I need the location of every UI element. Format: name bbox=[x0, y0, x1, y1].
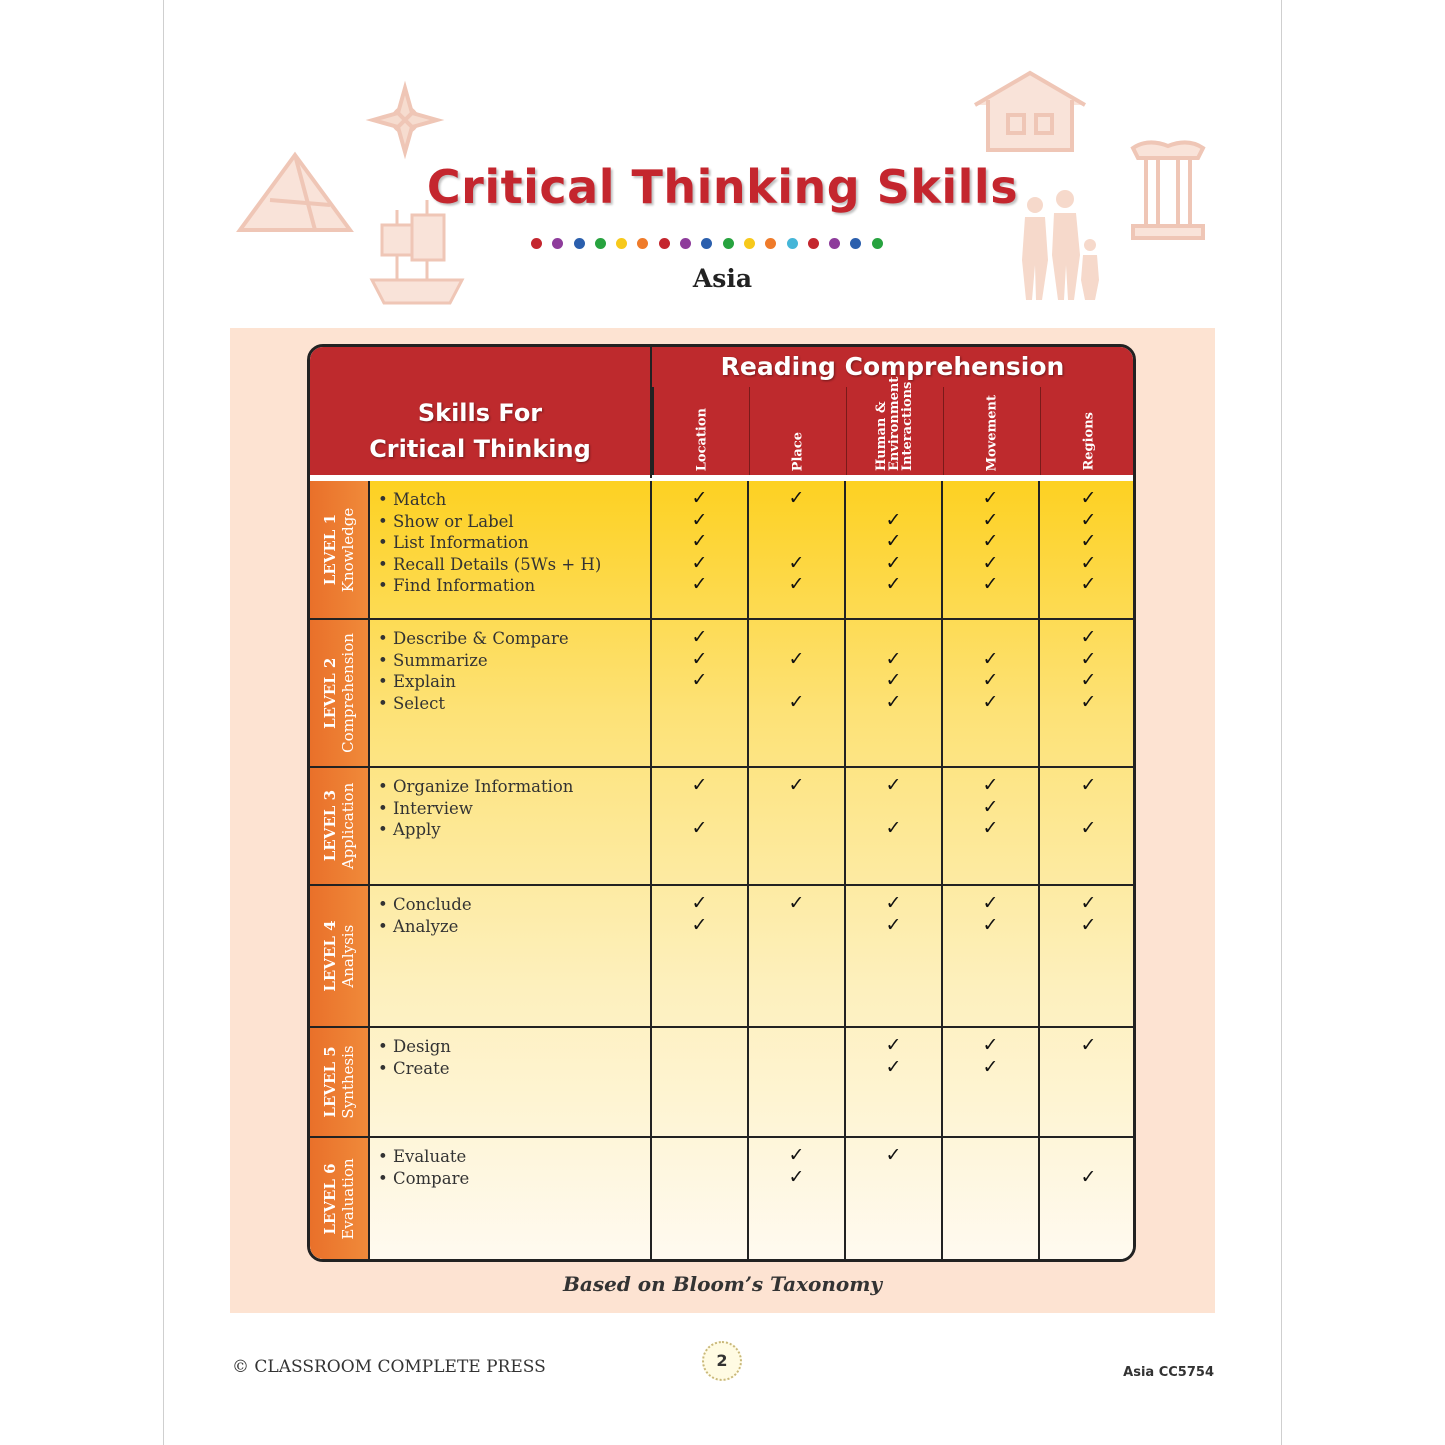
checkmark-icon: ✓ bbox=[1080, 1165, 1097, 1188]
check-cell-human bbox=[846, 768, 943, 884]
empty-slot bbox=[1040, 797, 1136, 819]
level-name: Knowledge bbox=[339, 507, 357, 592]
check-cell-movement bbox=[943, 620, 1040, 766]
color-dot bbox=[829, 238, 840, 249]
level-label bbox=[310, 481, 370, 618]
skills-list bbox=[370, 1138, 652, 1259]
empty-slot bbox=[749, 915, 844, 937]
decorative-dot-row bbox=[531, 238, 883, 249]
checkmark-icon: ✓ bbox=[982, 817, 999, 839]
checkmark-icon: ✓ bbox=[691, 892, 708, 914]
checkmark-icon: ✓ bbox=[691, 508, 708, 531]
level-label bbox=[310, 1138, 370, 1259]
checkmark-icon: ✓ bbox=[788, 551, 805, 574]
checkmark-icon: ✓ bbox=[885, 817, 902, 839]
empty-slot bbox=[1040, 1145, 1136, 1167]
level-name: Application bbox=[339, 782, 357, 870]
level-name: Evaluation bbox=[339, 1157, 357, 1240]
checkmark-icon: ✓ bbox=[885, 690, 902, 713]
empty-slot bbox=[846, 627, 941, 649]
skill-item: • Compare bbox=[378, 1168, 470, 1188]
empty-slot bbox=[652, 692, 747, 714]
table-body bbox=[310, 481, 1133, 1259]
empty-slot bbox=[652, 1145, 747, 1167]
level-name: Synthesis bbox=[339, 1045, 357, 1119]
empty-slot bbox=[749, 1035, 844, 1057]
check-cell-place bbox=[749, 768, 846, 884]
skills-header-line-1: Skills For bbox=[417, 398, 543, 427]
checkmark-icon: ✓ bbox=[982, 795, 999, 818]
skill-item: • Conclude bbox=[378, 895, 472, 914]
table-row-level-5 bbox=[310, 1028, 1133, 1138]
checkmark-icon: ✓ bbox=[982, 913, 999, 936]
checkmark-icon: ✓ bbox=[691, 551, 708, 574]
table-row-level-3 bbox=[310, 768, 1133, 886]
checkmark-icon: ✓ bbox=[982, 551, 999, 574]
empty-slot bbox=[749, 510, 844, 532]
color-dot bbox=[616, 238, 627, 249]
empty-slot bbox=[749, 1057, 844, 1079]
color-dot bbox=[872, 238, 883, 249]
check-cell-place bbox=[749, 1028, 846, 1136]
checkmark-icon: ✓ bbox=[885, 573, 902, 595]
skills-list bbox=[370, 481, 652, 618]
checkmark-icon: ✓ bbox=[788, 1165, 805, 1188]
check-cell-human bbox=[846, 620, 943, 766]
page-subtitle: Asia bbox=[692, 264, 753, 293]
skill-item: • Select bbox=[378, 693, 445, 713]
check-cell-regions bbox=[1040, 886, 1136, 1026]
column-header-place bbox=[749, 387, 846, 475]
check-cell-regions bbox=[1040, 1028, 1136, 1136]
empty-slot bbox=[846, 797, 941, 819]
empty-slot bbox=[652, 1167, 747, 1189]
checkmark-icon: ✓ bbox=[788, 647, 805, 670]
column-header-movement bbox=[943, 387, 1040, 475]
checkmark-icon: ✓ bbox=[691, 626, 708, 648]
checkmark-icon: ✓ bbox=[1080, 647, 1097, 670]
check-cell-movement bbox=[943, 1138, 1040, 1259]
table-row-level-6 bbox=[310, 1138, 1133, 1259]
checkmark-icon: ✓ bbox=[691, 669, 708, 691]
checkmark-icon: ✓ bbox=[885, 774, 902, 796]
checkmark-icon: ✓ bbox=[1080, 669, 1097, 691]
checkmark-icon: ✓ bbox=[691, 647, 708, 670]
check-cell-location bbox=[652, 768, 749, 884]
empty-slot bbox=[943, 627, 1038, 649]
checkmark-icon: ✓ bbox=[885, 1144, 902, 1166]
level-number: LEVEL 6 bbox=[321, 1162, 339, 1235]
check-cell-regions bbox=[1040, 620, 1136, 766]
checkmark-icon: ✓ bbox=[1080, 508, 1097, 531]
checkmark-icon: ✓ bbox=[885, 1055, 902, 1078]
skill-item: • Apply bbox=[378, 820, 441, 839]
level-label bbox=[310, 768, 370, 884]
skills-header-text bbox=[369, 395, 591, 467]
checkmark-icon: ✓ bbox=[1080, 551, 1097, 574]
check-cell-movement bbox=[943, 768, 1040, 884]
color-dot bbox=[808, 238, 819, 249]
level-name: Analysis bbox=[339, 924, 357, 988]
column-header-label: Location bbox=[694, 407, 709, 471]
checkmark-icon: ✓ bbox=[691, 573, 708, 595]
color-dot bbox=[744, 238, 755, 249]
color-dot bbox=[637, 238, 648, 249]
check-cell-human bbox=[846, 1138, 943, 1259]
house-icon bbox=[970, 65, 1090, 155]
skill-item: • Explain bbox=[378, 672, 456, 691]
checkmark-icon: ✓ bbox=[691, 774, 708, 796]
checkmark-icon: ✓ bbox=[1080, 817, 1097, 839]
skills-header bbox=[310, 347, 652, 478]
skill-item: • Analyze bbox=[378, 916, 459, 936]
checkmark-icon: ✓ bbox=[885, 530, 902, 552]
color-dot bbox=[595, 238, 606, 249]
checkmark-icon: ✓ bbox=[885, 551, 902, 574]
empty-slot bbox=[652, 797, 747, 819]
column-header-label: Place bbox=[790, 431, 806, 471]
checkmark-icon: ✓ bbox=[788, 774, 805, 796]
empty-slot bbox=[1040, 1057, 1136, 1079]
check-cell-human bbox=[846, 886, 943, 1026]
check-cell-regions bbox=[1040, 1138, 1136, 1259]
level-label bbox=[310, 620, 370, 766]
skill-item: • Match bbox=[378, 490, 447, 509]
checkmark-icon: ✓ bbox=[1080, 626, 1097, 648]
skill-item: • Describe & Compare bbox=[378, 629, 569, 648]
skills-list bbox=[370, 620, 652, 766]
checkmark-icon: ✓ bbox=[1080, 774, 1097, 796]
checkmark-icon: ✓ bbox=[885, 913, 902, 936]
publisher-logo: © CLASSROOM COMPLETE PRESS bbox=[232, 1357, 546, 1377]
check-cell-movement bbox=[943, 1028, 1040, 1136]
empty-slot bbox=[749, 818, 844, 840]
empty-slot bbox=[749, 531, 844, 553]
color-dot bbox=[701, 238, 712, 249]
checkmark-icon: ✓ bbox=[982, 508, 999, 531]
check-cell-human bbox=[846, 481, 943, 618]
checkmark-icon: ✓ bbox=[885, 647, 902, 670]
skill-item: • Organize Information bbox=[378, 777, 574, 796]
skills-list bbox=[370, 1028, 652, 1136]
color-dot bbox=[680, 238, 691, 249]
empty-slot bbox=[846, 1167, 941, 1189]
color-dot bbox=[531, 238, 542, 249]
column-header-label: Regions bbox=[1081, 412, 1097, 471]
color-dot bbox=[723, 238, 734, 249]
checkmark-icon: ✓ bbox=[982, 1055, 999, 1078]
skill-item: • Create bbox=[378, 1058, 450, 1078]
skills-list bbox=[370, 768, 652, 884]
skills-table bbox=[307, 344, 1136, 1262]
check-cell-movement bbox=[943, 481, 1040, 618]
page-number: 2 bbox=[702, 1341, 742, 1381]
column-header-label: Movement bbox=[984, 394, 1000, 471]
checkmark-icon: ✓ bbox=[1080, 530, 1097, 552]
checkmark-icon: ✓ bbox=[788, 487, 805, 509]
checkmark-icon: ✓ bbox=[788, 573, 805, 595]
checkmark-icon: ✓ bbox=[982, 1034, 999, 1056]
empty-slot bbox=[749, 797, 844, 819]
reading-comprehension-header: Reading Comprehension bbox=[720, 352, 1065, 381]
color-dot bbox=[659, 238, 670, 249]
checkmark-icon: ✓ bbox=[982, 669, 999, 691]
skill-item: • Design bbox=[378, 1037, 451, 1056]
check-cell-location bbox=[652, 1028, 749, 1136]
skills-list bbox=[370, 886, 652, 1026]
checkmark-icon: ✓ bbox=[691, 913, 708, 936]
checkmark-icon: ✓ bbox=[885, 1034, 902, 1056]
checkmark-icon: ✓ bbox=[982, 892, 999, 914]
checkmark-icon: ✓ bbox=[1080, 573, 1097, 595]
check-cell-regions bbox=[1040, 481, 1136, 618]
level-number: LEVEL 3 bbox=[321, 790, 339, 862]
color-dot bbox=[850, 238, 861, 249]
checkmark-icon: ✓ bbox=[1080, 892, 1097, 914]
level-label bbox=[310, 1028, 370, 1136]
column-header-location bbox=[652, 387, 749, 475]
check-cell-place bbox=[749, 481, 846, 618]
column-header-label: Human & Environment Interactions bbox=[874, 376, 915, 471]
column-header-regions bbox=[1040, 387, 1136, 475]
level-label bbox=[310, 886, 370, 1026]
footnote: Based on Bloom’s Taxonomy bbox=[562, 1272, 883, 1296]
level-name: Comprehension bbox=[339, 633, 357, 753]
table-row-level-2 bbox=[310, 620, 1133, 768]
table-row-level-1 bbox=[310, 481, 1133, 620]
checkmark-icon: ✓ bbox=[982, 487, 999, 509]
check-cell-movement bbox=[943, 886, 1040, 1026]
skill-item: • Recall Details (5Ws + H) bbox=[378, 554, 602, 574]
checkmark-icon: ✓ bbox=[982, 530, 999, 552]
check-cell-place bbox=[749, 886, 846, 1026]
empty-slot bbox=[652, 1057, 747, 1079]
check-cell-regions bbox=[1040, 768, 1136, 884]
skill-item: • Evaluate bbox=[378, 1147, 467, 1166]
skill-item: • Find Information bbox=[378, 576, 536, 595]
color-dot bbox=[787, 238, 798, 249]
check-cell-location bbox=[652, 886, 749, 1026]
level-number: LEVEL 1 bbox=[321, 513, 339, 586]
checkmark-icon: ✓ bbox=[982, 774, 999, 796]
checkmark-icon: ✓ bbox=[1080, 913, 1097, 936]
level-number: LEVEL 2 bbox=[321, 657, 339, 729]
color-dot bbox=[574, 238, 585, 249]
color-dot bbox=[765, 238, 776, 249]
checkmark-icon: ✓ bbox=[788, 892, 805, 914]
color-dot bbox=[552, 238, 563, 249]
column-header-human bbox=[846, 376, 943, 475]
checkmark-icon: ✓ bbox=[885, 508, 902, 531]
checkmark-icon: ✓ bbox=[982, 573, 999, 595]
check-cell-human bbox=[846, 1028, 943, 1136]
checkmark-icon: ✓ bbox=[788, 1144, 805, 1166]
check-cell-place bbox=[749, 1138, 846, 1259]
checkmark-icon: ✓ bbox=[788, 690, 805, 713]
checkmark-icon: ✓ bbox=[691, 530, 708, 552]
page-title: Critical Thinking Skills bbox=[426, 160, 1019, 214]
empty-slot bbox=[749, 627, 844, 649]
skill-item: • List Information bbox=[378, 533, 529, 552]
skills-header-line-2: Critical Thinking bbox=[369, 434, 591, 463]
empty-slot bbox=[943, 1145, 1038, 1167]
level-number: LEVEL 5 bbox=[321, 1046, 339, 1118]
table-row-level-4 bbox=[310, 886, 1133, 1028]
empty-slot bbox=[652, 1035, 747, 1057]
empty-slot bbox=[749, 670, 844, 692]
checkmark-icon: ✓ bbox=[982, 647, 999, 670]
skill-item: • Show or Label bbox=[378, 511, 514, 531]
skill-item: • Summarize bbox=[378, 650, 488, 670]
checkmark-icon: ✓ bbox=[691, 487, 708, 509]
check-cell-location bbox=[652, 620, 749, 766]
checkmark-icon: ✓ bbox=[885, 892, 902, 914]
checkmark-icon: ✓ bbox=[982, 690, 999, 713]
checkmark-icon: ✓ bbox=[1080, 690, 1097, 713]
checkmark-icon: ✓ bbox=[691, 817, 708, 839]
check-cell-place bbox=[749, 620, 846, 766]
empty-slot bbox=[943, 1167, 1038, 1189]
skill-item: • Interview bbox=[378, 798, 473, 818]
check-cell-location bbox=[652, 481, 749, 618]
checkmark-icon: ✓ bbox=[885, 669, 902, 691]
empty-slot bbox=[846, 488, 941, 510]
table-header bbox=[310, 347, 1133, 478]
checkmark-icon: ✓ bbox=[1080, 1034, 1097, 1056]
checkmark-icon: ✓ bbox=[1080, 487, 1097, 509]
product-code: Asia CC5754 bbox=[1123, 1365, 1214, 1380]
check-cell-location bbox=[652, 1138, 749, 1259]
level-number: LEVEL 4 bbox=[321, 920, 339, 992]
